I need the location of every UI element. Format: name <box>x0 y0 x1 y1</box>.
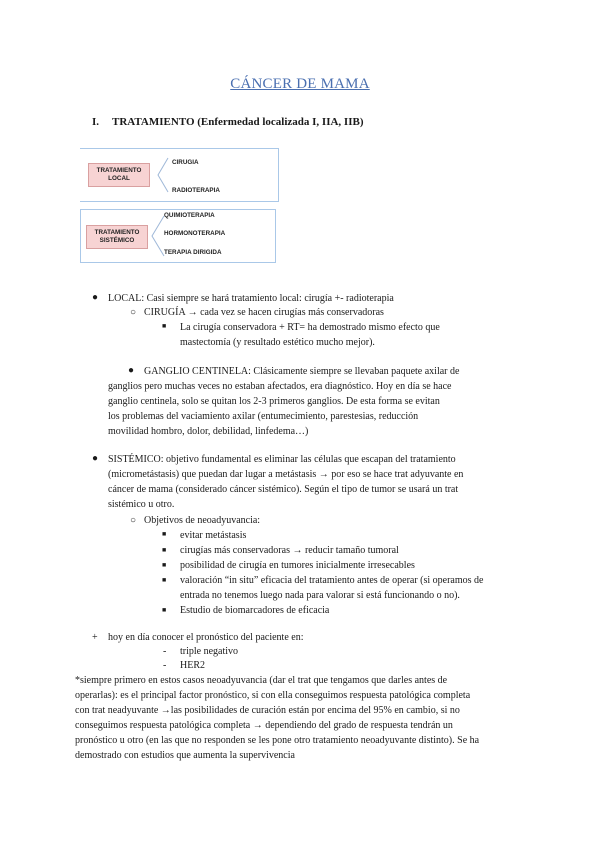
nota-line: operarlas): es el principal factor pronóstico, si con ella conseguimos respuesta patológica completa <box>75 690 471 701</box>
pronostico-item: HER2 <box>180 660 205 671</box>
square-bullet-icon: ■ <box>162 322 167 330</box>
sistemico-item: evitar metástasis <box>180 530 247 541</box>
square-bullet-icon: ■ <box>162 576 167 584</box>
square-bullet-icon: ■ <box>162 546 167 554</box>
diagram-sistemico-box <box>86 225 148 249</box>
nota-line: pronóstico u otro (en las que no responden se les pone otro tratamiento neoadyuvante distinto). Se ha <box>75 735 480 746</box>
sistemico-line-2: (micrometástasis) que puedan dar lugar a metástasis → por eso se hace trat adyuvante en <box>108 469 464 480</box>
diagram-local-box <box>88 163 150 187</box>
sistemico-item: valoración “in situ” eficacia del tratamiento antes de operar (si operamos de <box>180 575 484 586</box>
local-ganglio-1: GANGLIO CENTINELA: Clásicamente siempre se llevaban paquete axilar de <box>144 366 460 377</box>
section-heading-text: TRATAMIENTO (Enfermedad localizada I, IIA, IIB) <box>112 116 364 128</box>
nota-line: *siempre primero en estos casos neoadyuvancia (dar el trat que tengamos que darles antes de <box>75 675 448 686</box>
local-cirugia-sub-1: La cirugía conservadora + RT= ha demostrado mismo efecto que <box>180 322 440 333</box>
nota-line: con trat neadyuvante →las posibilidades de curación están por encima del 95% en cambio, si no <box>75 705 460 716</box>
section-number: I. <box>92 116 100 128</box>
local-text: LOCAL: Casi siempre se hará tratamiento local: cirugía +- radioterapia <box>108 293 394 304</box>
sistemico-line-3: cáncer de mama (considerado cáncer sistémico). Según el tipo de tumor se usará un trat <box>108 484 459 495</box>
pronostico-item: triple negativo <box>180 646 239 657</box>
diagram-local-item-cirugia: CIRUGIA <box>172 159 199 166</box>
square-bullet-icon: ■ <box>162 561 167 569</box>
local-cirugia: CIRUGÍA → cada vez se hacen cirugías más conservadoras <box>144 307 384 318</box>
sistemico-line-4: sistémico u otro. <box>108 499 175 510</box>
diagram-sistemico-item-hormonoterapia: HORMONOTERAPIA <box>164 230 226 237</box>
sistemico-item: posibilidad de cirugía en tumores inicialmente irresecables <box>180 560 415 571</box>
bullet-dot-icon: ● <box>128 365 135 376</box>
local-cirugia-sub-2: mastectomía (y resultado estético mucho mejor). <box>180 337 375 348</box>
local-ganglio-4: los problemas del vaciamiento axilar (entumecimiento, parestesias, reducción <box>108 411 419 422</box>
square-bullet-icon: ■ <box>162 606 167 614</box>
nota-line: conseguimos respuesta patológica completa → dependiendo del grado de respuesta tendrán un <box>75 720 453 731</box>
diagram-sistemico-label-1: TRATAMIENTO <box>94 229 140 236</box>
diagram-sistemico-item-quimioterapia: QUIMIOTERAPIA <box>164 212 215 219</box>
sistemico-item: cirugías más conservadoras → reducir tamaño tumoral <box>180 545 399 556</box>
sistemico-line-1: SISTÉMICO: objetivo fundamental es eliminar las células que escapan del tratamiento <box>108 454 456 465</box>
sistemico-item: entrada no tenemos luego nada para valorar si está funcionando o no). <box>180 590 460 601</box>
diagram-local-label-1: TRATAMIENTO <box>96 167 142 174</box>
bullet-dot-icon: ● <box>92 292 99 303</box>
local-ganglio-3: ganglio centinela, solo se quitan los 2-3 primeros ganglios. De esta forma se evitan <box>108 396 440 407</box>
plus-bullet-icon: + <box>92 632 98 643</box>
page-title: CÁNCER DE MAMA <box>230 76 370 92</box>
diagram-local-item-radioterapia: RADIOTERAPIA <box>172 187 220 194</box>
diagram-sistemico-label-2: SISTÉMICO <box>99 237 135 244</box>
diagram-local-label-2: LOCAL <box>108 175 130 182</box>
diagram-sistemico-item-terapia-dirigida: TERAPIA DIRIGIDA <box>164 249 222 256</box>
circle-bullet-icon: ○ <box>130 307 137 318</box>
local-ganglio-2: ganglios pero muchas veces no estaban afectados, era diagnóstico. Hoy en día se hace <box>108 381 452 392</box>
sistemico-item: Estudio de biomarcadores de eficacia <box>180 605 330 616</box>
circle-bullet-icon: ○ <box>130 515 137 526</box>
nota-line: demostrado con estudios que aumenta la supervivencia <box>75 750 295 761</box>
diagram-local-brace <box>150 155 172 195</box>
sistemico-objetivos: Objetivos de neoadyuvancia: <box>144 515 261 526</box>
pronostico-text: hoy en día conocer el pronóstico del paciente en: <box>108 632 304 643</box>
dash-bullet-icon: - <box>163 646 167 657</box>
square-bullet-icon: ■ <box>162 530 167 538</box>
local-ganglio-5: movilidad hombro, dolor, debilidad, linfedema…) <box>108 426 309 437</box>
dash-bullet-icon: - <box>163 660 167 671</box>
section-heading <box>92 116 364 128</box>
bullet-dot-icon: ● <box>92 453 99 464</box>
